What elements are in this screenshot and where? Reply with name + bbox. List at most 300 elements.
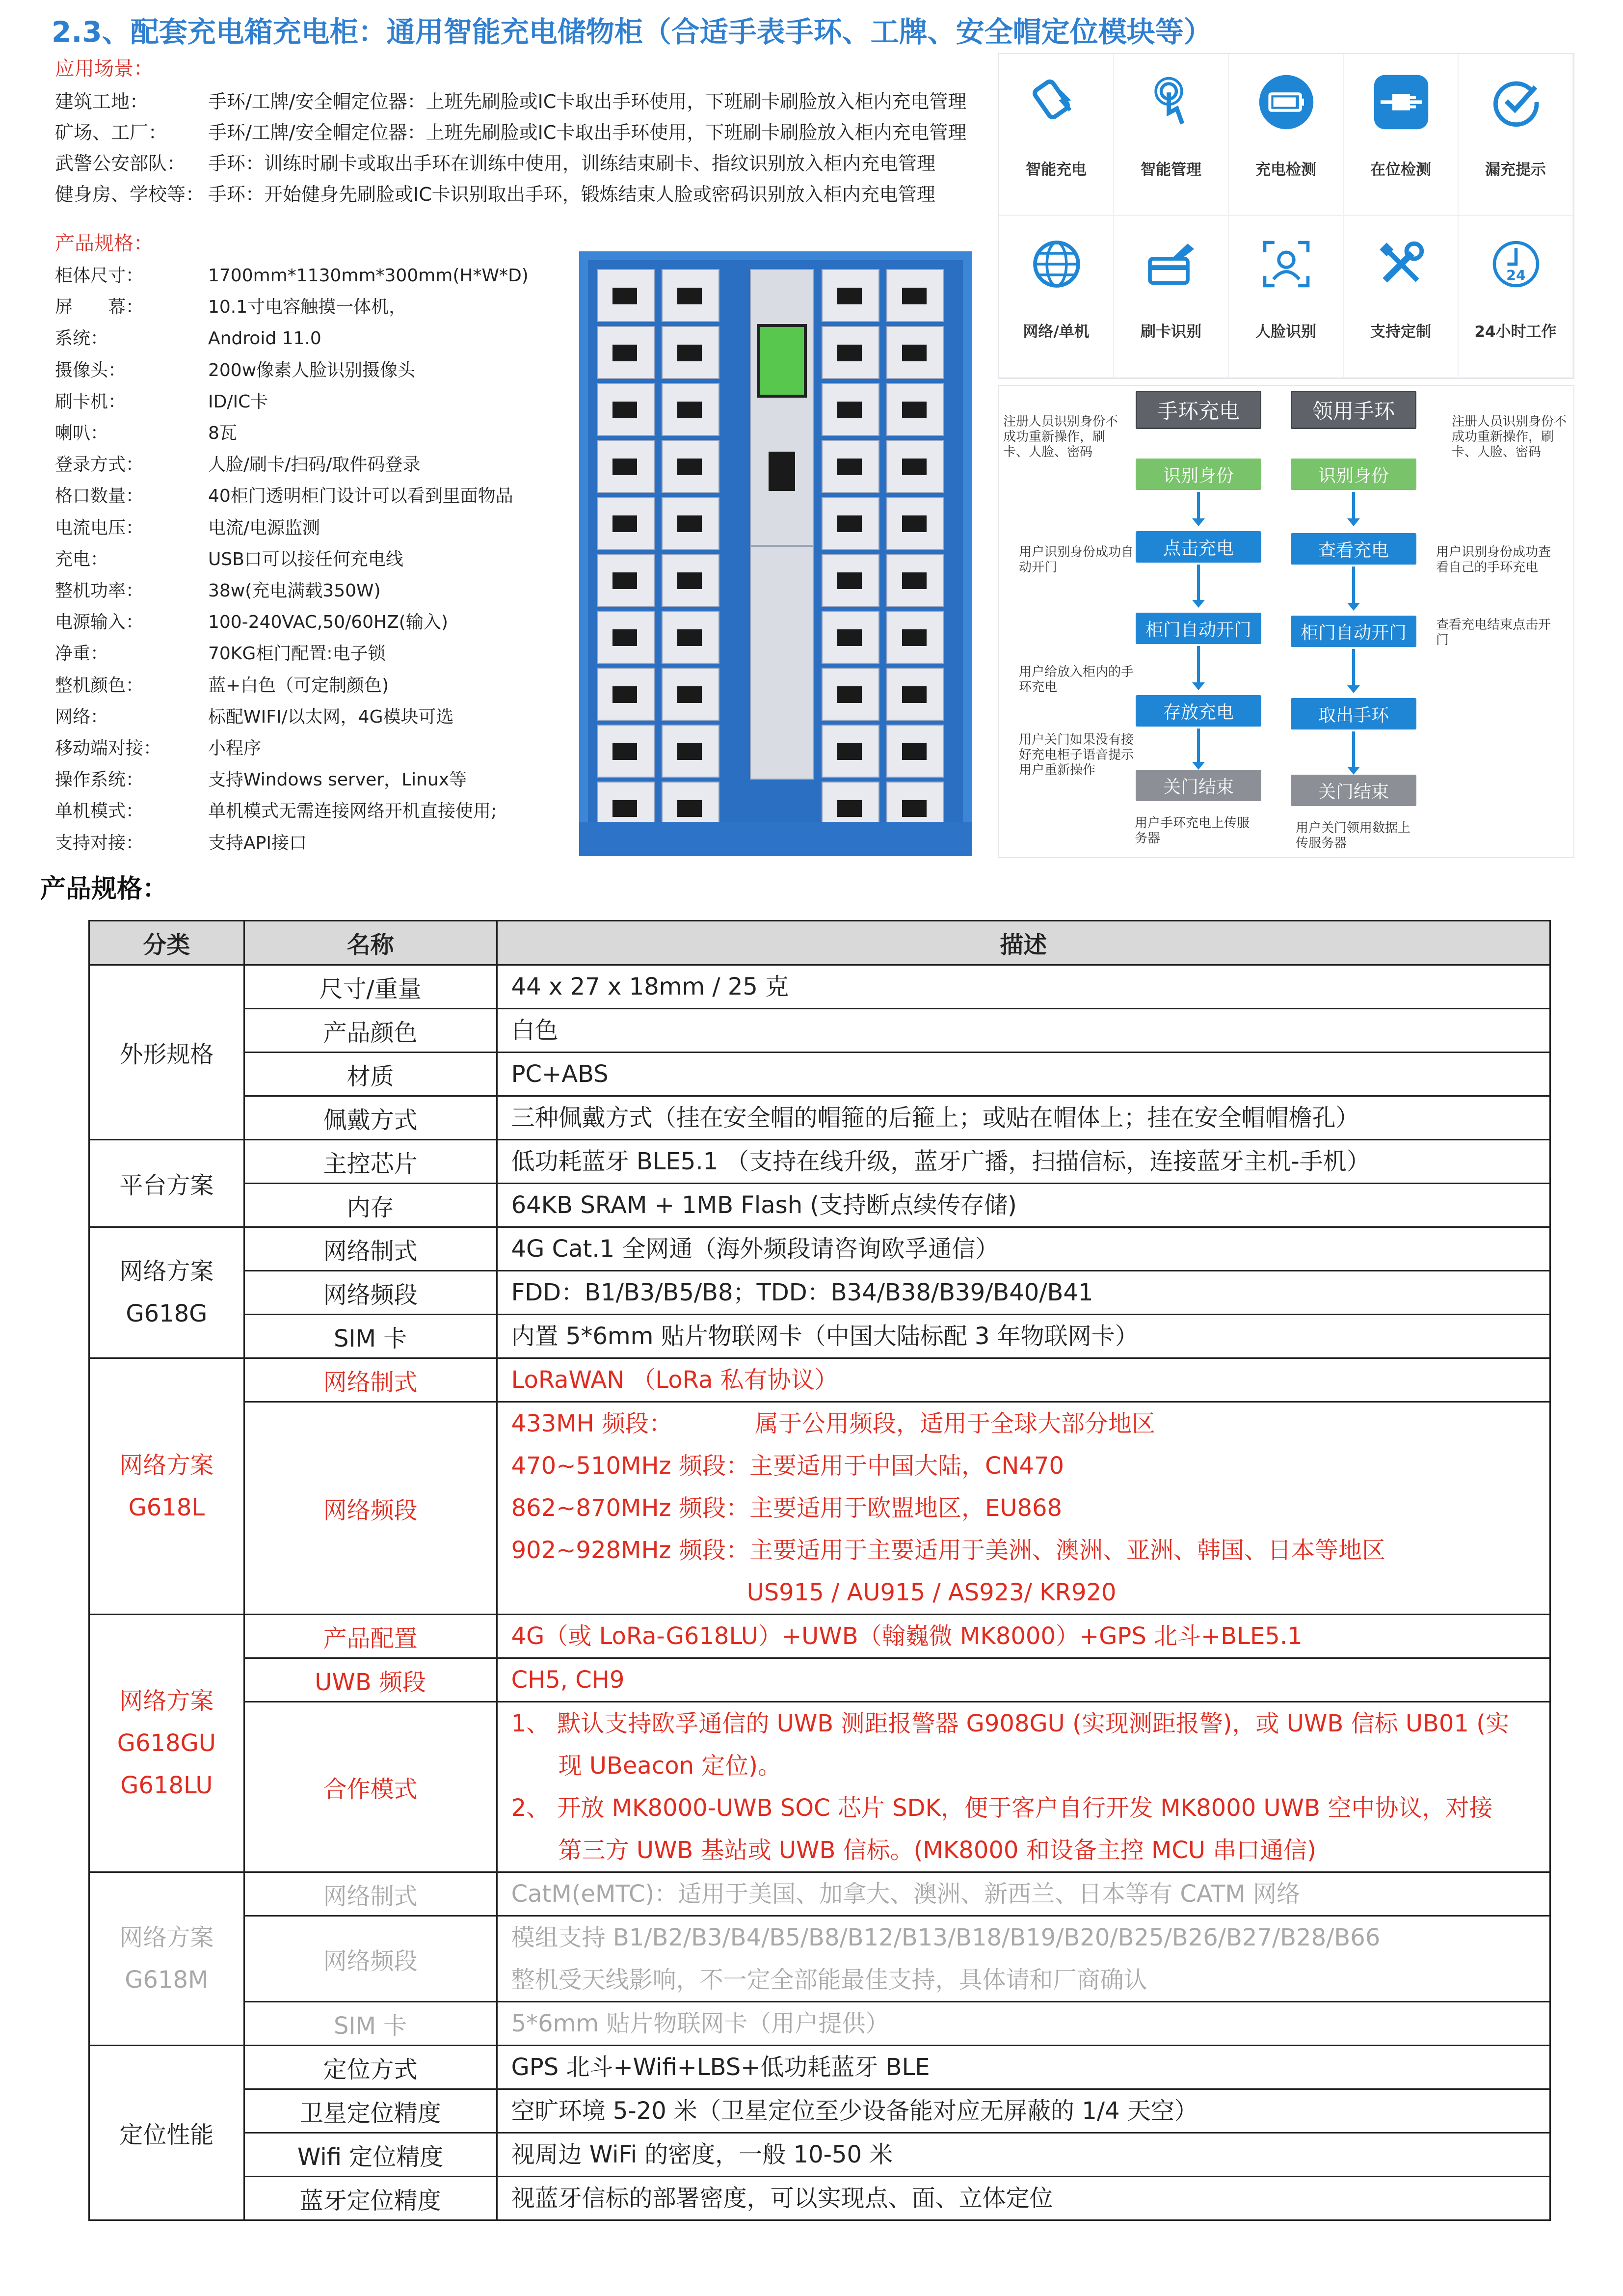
spec-row xyxy=(55,828,529,859)
table-row xyxy=(89,1402,1550,1615)
description-line: 低功耗蓝牙 BLE5.1 （支持在线升级，蓝牙广播，扫描信标，连接蓝牙主机-手机） xyxy=(511,1148,1370,1175)
table-row xyxy=(89,1872,1550,1916)
feature-item xyxy=(1459,54,1573,216)
feature-item xyxy=(1459,216,1573,378)
locker-door xyxy=(662,497,719,550)
locker-door xyxy=(662,326,719,379)
flow-left-step: 柜门自动开门 xyxy=(1136,613,1261,644)
spec-value: 支持API接口 xyxy=(208,833,307,853)
table-row xyxy=(89,2177,1550,2220)
spec-description-cell xyxy=(497,1053,1550,1096)
locker-door xyxy=(886,326,944,379)
feature-label: 充电检测 xyxy=(1255,161,1316,179)
touch-manage-icon xyxy=(1135,68,1208,136)
table-row xyxy=(89,1227,1550,1271)
table-row xyxy=(89,1916,1550,2002)
spec-description-cell xyxy=(497,1702,1550,1872)
locker-column xyxy=(822,269,879,835)
locker-door xyxy=(597,326,655,379)
category-label: 网络方案 xyxy=(119,1258,214,1285)
feature-item xyxy=(1344,216,1459,378)
spec-row xyxy=(55,292,529,323)
category-label: G618M xyxy=(125,1966,209,1994)
spec-row xyxy=(55,386,529,418)
spec-title: 产品规格： xyxy=(55,232,153,255)
spec-description-cell xyxy=(497,1227,1550,1271)
category-label: 网络方案 xyxy=(119,1687,214,1715)
scene-name: 矿场、工厂： xyxy=(55,122,167,143)
category-label: 平台方案 xyxy=(119,1172,214,1199)
spec-row xyxy=(55,513,529,544)
spec-value: Android 11.0 xyxy=(208,328,321,349)
spec-row xyxy=(55,355,529,386)
table-row xyxy=(89,1358,1550,1402)
category-cell xyxy=(89,1872,244,2046)
locker-door xyxy=(822,611,879,664)
plug-icon xyxy=(1364,68,1438,136)
scene-row xyxy=(55,86,966,117)
spec-description-cell xyxy=(497,2046,1550,2089)
description-line: 视蓝牙信标的部署密度，可以实现点、面、立体定位 xyxy=(511,2185,1053,2212)
flow-left-note: 注册人员识别身份不成功重新操作，刷卡、人脸、密码 xyxy=(1003,414,1118,459)
flow-arrow xyxy=(1352,731,1355,768)
locker-door xyxy=(662,668,719,721)
spec-name-cell: 网络制式 xyxy=(244,1358,497,1402)
page-heading: 2.3、配套充电箱充电柜：通用智能充电储物柜（合适手表手环、工牌、安全帽定位模块等） xyxy=(52,15,1212,49)
locker-column xyxy=(597,269,655,835)
feature-item xyxy=(1229,54,1344,216)
locker-door xyxy=(662,554,719,607)
flow-arrow xyxy=(1197,492,1200,519)
flow-arrow xyxy=(1352,492,1355,519)
flow-left-note: 用户手环充电上传服务器 xyxy=(1135,816,1250,846)
spec-name-cell: 卫星定位精度 xyxy=(244,2089,497,2133)
spec-key: 支持对接： xyxy=(55,833,144,853)
description-line: LoRaWAN （LoRa 私有协议） xyxy=(511,1366,838,1394)
locker-door xyxy=(886,269,944,322)
spec-row xyxy=(55,481,529,512)
scene-description: 手环：训练时刷卡或取出手环在训练中使用，训练结束刷卡、指纹识别放入柜内充电管理 xyxy=(208,153,936,174)
clock-24-icon xyxy=(1479,230,1553,298)
spec-description-cell xyxy=(497,1615,1550,1658)
feature-item xyxy=(999,54,1114,216)
spec-row xyxy=(55,638,529,670)
feature-label: 人脸识别 xyxy=(1255,323,1316,341)
spec-name-cell: 内存 xyxy=(244,1184,497,1227)
description-line: 2、 开放 MK8000-UWB SOC 芯片 SDK，便于客户自行开发 MK8000 UWB 空中协议，对接 xyxy=(511,1794,1493,1822)
spec-key: 整机颜色： xyxy=(55,675,144,696)
feature-item xyxy=(1114,216,1229,378)
category-label: 网络方案 xyxy=(119,1924,214,1951)
category-cell xyxy=(89,965,244,1140)
feature-item xyxy=(1344,54,1459,216)
table-row xyxy=(89,1615,1550,1658)
description-line: 整机受天线影响，不一定全部能最佳支持，具体请和厂商确认 xyxy=(511,1966,1147,1994)
spec-key: 操作系统： xyxy=(55,770,144,790)
locker-door xyxy=(822,326,879,379)
spec-key: 净重： xyxy=(55,644,108,664)
flow-right-step: 取出手环 xyxy=(1291,698,1416,729)
locker-door xyxy=(597,383,655,436)
description-line: CatM(eMTC)：适用于美国、加拿大、澳洲、新西兰、日本等有 CATM 网络 xyxy=(511,1880,1301,1908)
category-label: G618G xyxy=(126,1300,208,1327)
spec-row xyxy=(55,733,529,764)
feature-panel xyxy=(998,53,1574,379)
spec-description-cell xyxy=(497,2133,1550,2177)
touch-screen xyxy=(757,324,807,398)
feature-label: 24小时工作 xyxy=(1474,323,1557,341)
spec-name-cell: 网络制式 xyxy=(244,1227,497,1271)
description-line: 第三方 UWB 基站或 UWB 信标。(MK8000 和设备主控 MCU 串口通信) xyxy=(511,1837,1316,1864)
locker-door xyxy=(886,440,944,493)
description-line: 三种佩戴方式（挂在安全帽的帽箍的后箍上；或贴在帽体上；挂在安全帽帽檐孔） xyxy=(511,1104,1359,1132)
feature-label: 在位检测 xyxy=(1370,161,1431,179)
spec-value: 人脸/刷卡/扫码/取件码登录 xyxy=(208,455,421,475)
spec-key: 屏 幕： xyxy=(55,297,144,318)
spec-description-cell xyxy=(497,1872,1550,1916)
locker-column xyxy=(886,269,944,835)
spec-description-cell xyxy=(497,2089,1550,2133)
category-label: 外形规格 xyxy=(119,1041,214,1068)
spec-row xyxy=(55,702,529,733)
feature-label: 网络/单机 xyxy=(1023,323,1090,341)
spec-key: 刷卡机： xyxy=(55,391,126,412)
svg-text:24: 24 xyxy=(1506,267,1526,284)
spec-key: 电源输入： xyxy=(55,612,144,633)
spec-description-cell xyxy=(497,1358,1550,1402)
spec-row xyxy=(55,796,529,827)
description-line: 470~510MHz 频段：主要适用于中国大陆，CN470 xyxy=(511,1452,1064,1480)
spec-key: 电流电压： xyxy=(55,517,144,538)
spec-row xyxy=(55,418,529,449)
locker-door xyxy=(886,383,944,436)
description-line: 902~928MHz 频段：主要适用于主要适用于美洲、澳洲、亚洲、韩国、日本等地区 xyxy=(511,1537,1385,1564)
locker-door xyxy=(886,611,944,664)
table-header-row xyxy=(89,921,1550,965)
spec-row xyxy=(55,449,529,481)
table-row xyxy=(89,2046,1550,2089)
spec-name-cell: 产品配置 xyxy=(244,1615,497,1658)
spec-name-cell: 佩戴方式 xyxy=(244,1096,497,1140)
cabinet-control-panel xyxy=(750,269,814,780)
flow-left-step: 点击充电 xyxy=(1136,531,1261,563)
table-row xyxy=(89,2133,1550,2177)
table-row xyxy=(89,2002,1550,2046)
card-reader xyxy=(769,452,795,491)
table-row xyxy=(89,1184,1550,1227)
spec-key: 整机功率： xyxy=(55,581,144,601)
flow-right-step: 关门结束 xyxy=(1291,775,1416,806)
flow-right-note: 用户关门领用数据上传服务器 xyxy=(1296,821,1411,851)
spec-name-cell: 产品颜色 xyxy=(244,1009,497,1053)
spec-row xyxy=(55,544,529,575)
table-title: 产品规格： xyxy=(40,874,168,904)
category-label: 定位性能 xyxy=(119,2121,214,2149)
flow-right-note: 用户识别身份成功查看自己的手环充电 xyxy=(1436,545,1551,575)
header-description: 描述 xyxy=(497,921,1550,965)
flow-left-title: 手环充电 xyxy=(1136,391,1261,429)
locker-door xyxy=(597,611,655,664)
locker-door xyxy=(822,554,879,607)
spec-name-cell: SIM 卡 xyxy=(244,2002,497,2046)
spec-value: 8瓦 xyxy=(208,423,237,444)
spec-name-cell: 主控芯片 xyxy=(244,1140,497,1184)
flow-right-note: 注册人员识别身份不成功重新操作，刷卡、人脸、密码 xyxy=(1452,414,1567,459)
flow-arrow xyxy=(1197,646,1200,683)
description-line: 433MH 频段： 属于公用频段，适用于全球大部分地区 xyxy=(511,1410,1155,1437)
spec-value: 38w(充电满载350W) xyxy=(208,581,381,601)
description-line: CH5, CH9 xyxy=(511,1666,625,1694)
spec-description-cell xyxy=(497,965,1550,1009)
locker-door xyxy=(886,497,944,550)
flow-right-note: 查看充电结束点击开门 xyxy=(1436,618,1551,648)
feature-label: 智能管理 xyxy=(1141,161,1201,179)
spec-name-cell: 蓝牙定位精度 xyxy=(244,2177,497,2220)
feature-label: 刷卡识别 xyxy=(1141,323,1201,341)
spec-value: 电流/电源监测 xyxy=(208,517,320,538)
locker-door xyxy=(822,725,879,778)
smart-charge-icon xyxy=(1020,68,1093,136)
spec-name-cell: 合作模式 xyxy=(244,1702,497,1872)
spec-key: 单机模式： xyxy=(55,801,144,822)
spec-value: 单机模式无需连接网络开机直接使用; xyxy=(208,801,497,822)
spec-row xyxy=(55,323,529,354)
spec-description-cell xyxy=(497,1402,1550,1615)
description-line: 1、 默认支持欧孚通信的 UWB 测距报警器 G908GU (实现测距报警)，或 UWB 信标 UB01 (实 xyxy=(511,1710,1509,1737)
spec-name-cell: UWB 频段 xyxy=(244,1658,497,1702)
spec-value: USB口可以接任何充电线 xyxy=(208,549,403,569)
scene-description: 手环：开始健身先刷脸或IC卡识别取出手环，锻炼结束人脸或密码识别放入柜内充电管理 xyxy=(208,184,935,205)
locker-column xyxy=(662,269,719,835)
flow-left-step: 存放充电 xyxy=(1136,695,1261,727)
description-line: GPS 北斗+Wifi+LBS+低功耗蓝牙 BLE xyxy=(511,2053,930,2081)
scene-row xyxy=(55,148,966,179)
spec-value: 支持Windows server，Linux等 xyxy=(208,770,467,790)
table-row xyxy=(89,1271,1550,1315)
locker-door xyxy=(662,725,719,778)
spec-name-cell: Wifi 定位精度 xyxy=(244,2133,497,2177)
spec-key: 移动端对接： xyxy=(55,738,161,759)
description-line: 空旷环境 5-20 米（卫星定位至少设备能对应无屏蔽的 1/4 天空） xyxy=(511,2097,1198,2125)
spec-value: ID/IC卡 xyxy=(208,391,268,412)
spec-value: 100-240VAC,50/60HZ(输入) xyxy=(208,612,448,633)
flow-right-step: 柜门自动开门 xyxy=(1291,616,1416,647)
spec-description-cell xyxy=(497,1271,1550,1315)
spec-value: 小程序 xyxy=(208,738,262,759)
flow-arrow xyxy=(1352,567,1355,604)
spec-name-cell: 材质 xyxy=(244,1053,497,1096)
scenes-title: 应用场景： xyxy=(55,57,153,80)
locker-door xyxy=(886,725,944,778)
category-label: G618GU xyxy=(117,1729,216,1757)
spec-name-cell: 网络制式 xyxy=(244,1872,497,1916)
locker-door xyxy=(597,554,655,607)
card-icon xyxy=(1135,230,1208,298)
flow-arrow xyxy=(1197,565,1200,601)
spec-name-cell: 定位方式 xyxy=(244,2046,497,2089)
category-label: G618L xyxy=(128,1493,205,1521)
spec-row xyxy=(55,670,529,702)
locker-door xyxy=(822,383,879,436)
scene-row xyxy=(55,117,966,148)
locker-door xyxy=(662,440,719,493)
globe-icon xyxy=(1020,230,1093,298)
header-category: 分类 xyxy=(89,921,244,965)
description-line: 现 UBeacon 定位)。 xyxy=(511,1752,782,1780)
description-line: 内置 5*6mm 贴片物联网卡（中国大陆标配 3 年物联网卡） xyxy=(511,1323,1139,1350)
category-cell xyxy=(89,1140,244,1227)
spec-description-cell xyxy=(497,1009,1550,1053)
spec-name-cell: 尺寸/重量 xyxy=(244,965,497,1009)
description-line: 4G Cat.1 全网通（海外频段请咨询欧孚通信） xyxy=(511,1235,999,1263)
table-row xyxy=(89,965,1550,1009)
category-cell xyxy=(89,2046,244,2220)
cabinet-body xyxy=(588,260,963,822)
description-line: 5*6mm 贴片物联网卡（用户提供） xyxy=(511,2010,889,2037)
spec-description-cell xyxy=(497,1184,1550,1227)
locker-door xyxy=(822,497,879,550)
battery-icon xyxy=(1250,68,1323,136)
panel-divider xyxy=(751,545,813,547)
description-line: 4G（或 LoRa-G618LU）+UWB（翰巍微 MK8000）+GPS 北斗+BLE5.1 xyxy=(511,1622,1303,1650)
spec-row xyxy=(55,607,529,638)
flow-left-note: 用户识别身份成功自动开门 xyxy=(1019,545,1134,575)
description-line: US915 / AU915 / AS923/ KR920 xyxy=(511,1579,1117,1606)
category-cell xyxy=(89,1227,244,1358)
spec-key: 网络： xyxy=(55,706,108,727)
spec-description-cell xyxy=(497,1916,1550,2002)
charging-cabinet-image xyxy=(579,251,972,856)
table-row xyxy=(89,1702,1550,1872)
spec-key: 充电： xyxy=(55,549,108,569)
spec-description-cell xyxy=(497,2177,1550,2220)
spec-description-cell xyxy=(497,1658,1550,1702)
locker-door xyxy=(662,611,719,664)
flow-right-step: 查看充电 xyxy=(1291,533,1416,565)
spec-value: 蓝+白色（可定制颜色) xyxy=(208,675,389,696)
scene-list xyxy=(55,86,966,210)
usage-flowchart xyxy=(998,385,1574,858)
flow-arrow xyxy=(1352,649,1355,686)
description-line: 64KB SRAM + 1MB Flash (支持断点续传存储) xyxy=(511,1191,1017,1219)
flow-arrow xyxy=(1197,729,1200,763)
description-line: PC+ABS xyxy=(511,1060,609,1088)
spec-value: 70KG柜门配置:电子锁 xyxy=(208,644,386,664)
scene-name: 健身房、学校等： xyxy=(55,184,205,205)
spec-value: 200w像素人脸识别摄像头 xyxy=(208,360,416,380)
flow-left-note: 用户给放入柜内的手环充电 xyxy=(1019,665,1134,695)
spec-key: 系统： xyxy=(55,328,108,349)
locker-door xyxy=(822,269,879,322)
scene-name: 建筑工地： xyxy=(55,91,149,112)
scene-description: 手环/工牌/安全帽定位器：上班先刷脸或IC卡取出手环使用，下班刷卡刷脸放入柜内充电管理 xyxy=(208,122,967,143)
description-line: 862~870MHz 频段：主要适用于欧盟地区，EU868 xyxy=(511,1494,1063,1522)
locker-door xyxy=(597,440,655,493)
table-row xyxy=(89,1053,1550,1096)
description-line: FDD：B1/B3/B5/B8；TDD：B34/B38/B39/B40/B41 xyxy=(511,1279,1093,1306)
scene-row xyxy=(55,179,966,210)
locker-door xyxy=(662,383,719,436)
spec-list xyxy=(55,260,529,859)
flow-left-note: 用户关门如果没有接好充电柜子语音提示用户重新操作 xyxy=(1019,732,1134,778)
header-name: 名称 xyxy=(244,921,497,965)
table-row xyxy=(89,1009,1550,1053)
spec-row xyxy=(55,575,529,607)
feature-item xyxy=(1114,54,1229,216)
flow-left-step: 识别身份 xyxy=(1136,459,1261,490)
spec-description-cell xyxy=(497,1140,1550,1184)
spec-name-cell: 网络频段 xyxy=(244,1916,497,2002)
spec-value: 10.1寸电容触摸一体机， xyxy=(208,297,407,318)
spec-table xyxy=(88,920,1551,2221)
locker-door xyxy=(886,668,944,721)
category-cell xyxy=(89,1615,244,1872)
locker-door xyxy=(822,668,879,721)
table-row xyxy=(89,1096,1550,1140)
spec-name-cell: SIM 卡 xyxy=(244,1315,497,1358)
description-line: 视周边 WiFi 的密度，一般 10-50 米 xyxy=(511,2141,893,2168)
spec-key: 摄像头： xyxy=(55,360,126,380)
feature-item xyxy=(999,216,1114,378)
locker-door xyxy=(597,668,655,721)
tools-icon xyxy=(1364,230,1438,298)
locker-door xyxy=(822,440,879,493)
spec-name-cell: 网络频段 xyxy=(244,1402,497,1615)
feature-item xyxy=(1229,216,1344,378)
spec-key: 格口数量： xyxy=(55,486,144,507)
scene-description: 手环/工牌/安全帽定位器：上班先刷脸或IC卡取出手环使用，下班刷卡刷脸放入柜内充电管理 xyxy=(208,91,967,112)
feature-label: 漏充提示 xyxy=(1485,161,1546,179)
spec-value: 标配WIFI/以太网，4G模块可选 xyxy=(208,706,454,727)
flow-right-step: 识别身份 xyxy=(1291,459,1416,490)
spec-key: 柜体尺寸： xyxy=(55,266,144,286)
spec-name-cell: 网络频段 xyxy=(244,1271,497,1315)
face-icon xyxy=(1250,230,1323,298)
feature-label: 支持定制 xyxy=(1370,323,1431,341)
check-icon xyxy=(1479,68,1553,136)
spec-value: 1700mm*1130mm*300mm(H*W*D) xyxy=(208,266,529,286)
spec-row xyxy=(55,260,529,292)
table-row xyxy=(89,1315,1550,1358)
locker-door xyxy=(597,269,655,322)
flow-left-step: 关门结束 xyxy=(1136,770,1261,801)
table-row xyxy=(89,1658,1550,1702)
spec-description-cell xyxy=(497,1096,1550,1140)
locker-door xyxy=(597,497,655,550)
flow-right-title: 领用手环 xyxy=(1291,391,1416,429)
spec-value: 40柜门透明柜门设计可以看到里面物品 xyxy=(208,486,513,507)
description-line: 44 x 27 x 18mm / 25 克 xyxy=(511,973,789,1000)
spec-key: 登录方式： xyxy=(55,455,144,475)
spec-key: 喇叭： xyxy=(55,423,108,444)
cabinet-base xyxy=(579,822,972,856)
category-label: 网络方案 xyxy=(119,1451,214,1479)
spec-row xyxy=(55,764,529,796)
table-row xyxy=(89,2089,1550,2133)
description-line: 模组支持 B1/B2/B3/B4/B5/B8/B12/B13/B18/B19/B20/B25/B26/B27/B28/B66 xyxy=(511,1924,1381,1951)
locker-door xyxy=(662,269,719,322)
locker-door xyxy=(886,554,944,607)
table-row xyxy=(89,1140,1550,1184)
category-cell xyxy=(89,1358,244,1615)
spec-description-cell xyxy=(497,1315,1550,1358)
feature-label: 智能充电 xyxy=(1026,161,1087,179)
description-line: 白色 xyxy=(511,1017,559,1044)
category-label: G618LU xyxy=(120,1772,213,1799)
scene-name: 武警公安部队： xyxy=(55,153,186,174)
locker-door xyxy=(597,725,655,778)
spec-description-cell xyxy=(497,2002,1550,2046)
